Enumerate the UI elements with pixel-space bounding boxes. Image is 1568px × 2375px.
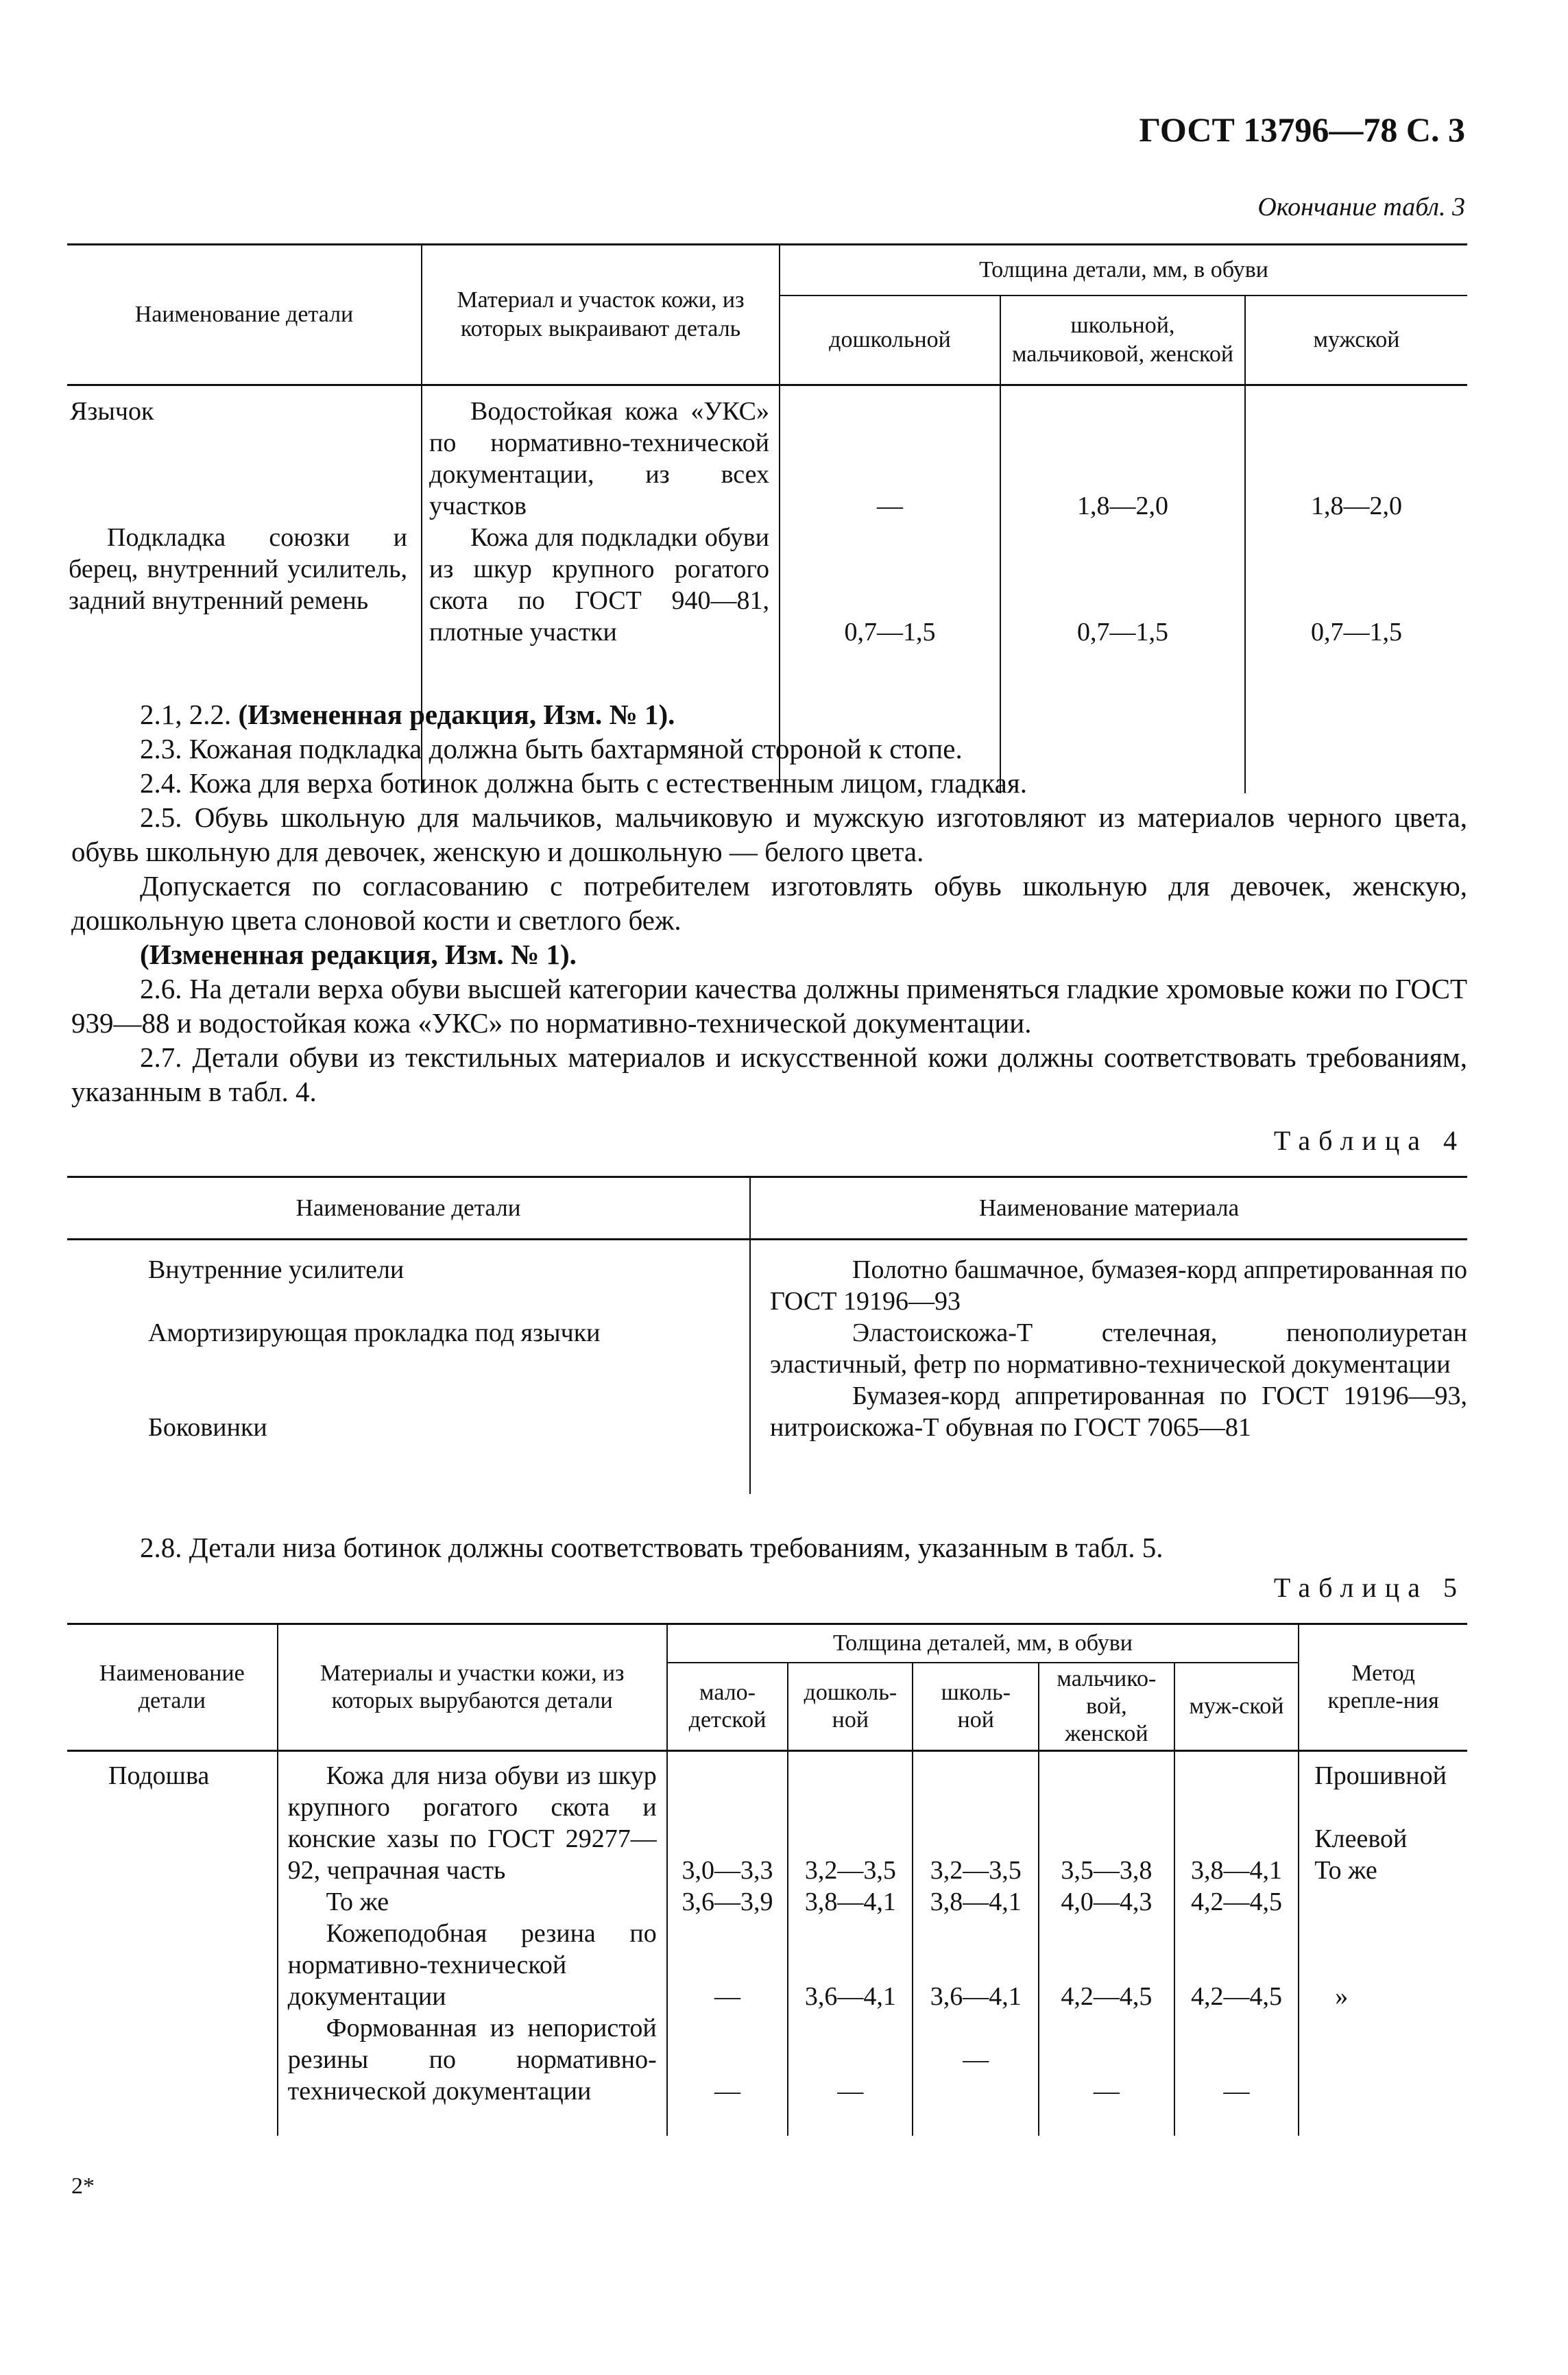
col-header-material: Материал и участок кожи, из которых выкраивают деталь: [422, 245, 780, 385]
table3-row2-preschool: 0,7—1,5: [844, 618, 936, 647]
page-header: ГОСТ 13796—78 С. 3: [1139, 110, 1465, 149]
table4-row1-part: Внутренние усилители: [148, 1255, 405, 1284]
table5-small-cell: [667, 1751, 788, 2136]
table3-row1-school: 1,8—2,0: [1077, 492, 1168, 520]
table3-row1-part: Язычок: [70, 397, 154, 426]
table5-method-cell: [1299, 1751, 1467, 2136]
table5-row2-school: 3,8—4,1: [930, 1888, 1022, 1916]
table3-row1-male: 1,8—2,0: [1311, 492, 1402, 520]
col-header-preschool: дошколь-ной: [788, 1663, 913, 1751]
col-header-male: муж-ской: [1174, 1663, 1299, 1751]
table3-row2-male: 0,7—1,5: [1311, 618, 1402, 647]
col-header-school: школь-ной: [913, 1663, 1039, 1751]
table5-preschool-cell: [788, 1751, 913, 2136]
table3-row2-material: Кожа для подкладки обуви из шкур крупного рогатого скота по ГОСТ 940—81, плотные участки: [429, 523, 769, 647]
table4-parts-cell: [67, 1240, 750, 1495]
paragraph-2-6: 2.6. На детали верха обуви высшей категории качества должны применяться гладкие хромовые кожи по ГОСТ 939—88 и водостойкая кожа «УКС» по нормативно-технической документации.: [71, 973, 1467, 1039]
amendment-note-2: (Измененная редакция, Изм. № 1).: [140, 939, 577, 970]
table5-part-cell: Подошва: [67, 1751, 278, 2136]
table4-row2-material: Эластоискожа-Т стелечная, пенополиуретан эластичный, фетр по нормативно-технической документации: [770, 1318, 1467, 1379]
paragraph-2-5: 2.5. Обувь школьную для мальчиков, мальчиковую и мужскую изготовляют из материалов черного цвета, обувь школьную для девочек, женскую и дошкольную — белого цвета.: [71, 801, 1467, 867]
paragraph-2-3: 2.3. Кожаная подкладка должна быть бахтармяной стороной к стопе.: [140, 733, 963, 764]
col-header-preschool: дошкольной: [780, 296, 1000, 385]
col-header-thickness: Толщина деталей, мм, в обуви: [667, 1624, 1299, 1663]
table4-row3-material: Бумазея-корд аппретированная по ГОСТ 19196—93, нитроискожа-Т обувная по ГОСТ 7065—81: [770, 1382, 1467, 1442]
table3-row1-material: Водостойкая кожа «УКС» по нормативно-технической документации, из всех участков: [429, 397, 769, 520]
table3-row1-preschool: —: [877, 492, 903, 520]
col-header-part: Наименование детали: [67, 1177, 750, 1240]
col-header-thickness: Толщина детали, мм, в обуви: [780, 245, 1467, 296]
col-header-material: Наименование материала: [750, 1177, 1467, 1240]
table4-row2-part: Амортизирующая прокладка под язычки: [148, 1318, 601, 1347]
paragraph-2-4: 2.4. Кожа для верха ботинок должна быть с естественным лицом, гладкая.: [140, 767, 1027, 799]
table5-row2-preschool: 3,8—4,1: [804, 1888, 896, 1916]
table5-row3-school: 3,6—4,1: [930, 1982, 1022, 2011]
table4-caption: Таблица 4: [1273, 1125, 1465, 1156]
table5-row3-boys: 4,2—4,5: [1061, 1982, 1153, 2011]
table5-school-cell: [913, 1751, 1039, 2136]
table5-male-cell: [1174, 1751, 1299, 2136]
table5-row1-school: 3,2—3,5: [930, 1856, 1022, 1885]
table5-row1-method: Прошивной: [1314, 1761, 1447, 1790]
table5-row4-boys: —: [1093, 2077, 1120, 2106]
table-4: [67, 1176, 1467, 1494]
table4-row3-part: Боковинки: [148, 1413, 267, 1442]
table5-boys-cell: [1039, 1751, 1174, 2136]
table5-row2-boys: 4,0—4,3: [1061, 1888, 1153, 1916]
col-header-part: Наименование детали: [67, 245, 422, 385]
table5-row4-male: —: [1223, 2077, 1250, 2106]
table5-row1-material: Кожа для низа обуви из шкур крупного рогатого скота и конские хазы по ГОСТ 29277—92, чепрачная часть: [287, 1761, 657, 1885]
table5-row3-material: Кожеподобная резина по нормативно-технической документации: [287, 1919, 657, 2011]
table5-row1-boys: 3,5—3,8: [1061, 1856, 1153, 1885]
table-5: [67, 1623, 1467, 2136]
table3-row2-school: 0,7—1,5: [1077, 618, 1168, 647]
paragraph-2-8: 2.8. Детали низа ботинок должны соответствовать требованиям, указанным в табл. 5.: [140, 1532, 1163, 1563]
table4-row1-material: Полотно башмачное, бумазея-корд аппретированная по ГОСТ 19196—93: [770, 1255, 1467, 1316]
table5-row4-preschool: —: [837, 2077, 864, 2106]
table5-row2-male: 4,2—4,5: [1190, 1888, 1282, 1916]
table5-row2-material: То же: [326, 1888, 389, 1916]
table5-row4-school: —: [963, 2045, 989, 2074]
table5-row3-male: 4,2—4,5: [1190, 1982, 1282, 2011]
table4-materials-cell: [750, 1240, 1467, 1495]
table5-row4-small: —: [714, 2077, 741, 2106]
table3-continuation: Окончание табл. 3: [1257, 193, 1465, 221]
col-header-material: Материалы и участки кожи, из которых вырубаются детали: [278, 1624, 667, 1751]
table5-row2-method: Клеевой: [1314, 1824, 1408, 1853]
table5-row2-small: 3,6—3,9: [682, 1888, 773, 1916]
col-header-boys: мальчико-вой, женской: [1039, 1663, 1174, 1751]
paragraph-2-7: 2.7. Детали обуви из текстильных материалов и искусственной кожи должны соответствовать требованиям, указанным в табл. 4.: [71, 1041, 1467, 1107]
paragraph-2-1-number: 2.1, 2.2.: [140, 699, 239, 730]
col-header-method: Метод крепле-ния: [1299, 1624, 1467, 1751]
table5-row4-material: Формованная из непористой резины по нормативно-технической документации: [287, 2014, 657, 2106]
table5-row1-small: 3,0—3,3: [682, 1856, 773, 1885]
amendment-note-1: (Измененная редакция, Изм. № 1).: [238, 699, 675, 730]
table5-materials-cell: [278, 1751, 667, 2136]
table5-row3-small: —: [714, 1982, 741, 2011]
col-header-male: мужской: [1245, 296, 1467, 385]
paragraph-2-1: [71, 697, 1467, 732]
table5-row1-male: 3,8—4,1: [1190, 1856, 1282, 1885]
table5-row4-method: »: [1335, 1982, 1349, 2011]
table5-row3-preschool: 3,6—4,1: [804, 1982, 896, 2011]
col-header-part: Наименование детали: [67, 1624, 278, 1751]
col-header-school: школьной, мальчиковой, женской: [1000, 296, 1245, 385]
col-header-small: мало-детской: [667, 1663, 788, 1751]
page-footer-mark: 2*: [71, 2173, 95, 2199]
table5-row1-preschool: 3,2—3,5: [804, 1856, 896, 1885]
table3-row2-part: Подкладка союзки и берец, внутренний усилитель, задний внутренний ремень: [69, 523, 407, 615]
table5-caption: Таблица 5: [1273, 1572, 1465, 1603]
paragraph-2-5-note: Допускается по согласованию с потребителем изготовлять обувь школьную для девочек, женскую, дошкольную цвета слоновой кости и светлого беж.: [71, 870, 1467, 936]
table5-row3-method: То же: [1314, 1856, 1377, 1885]
